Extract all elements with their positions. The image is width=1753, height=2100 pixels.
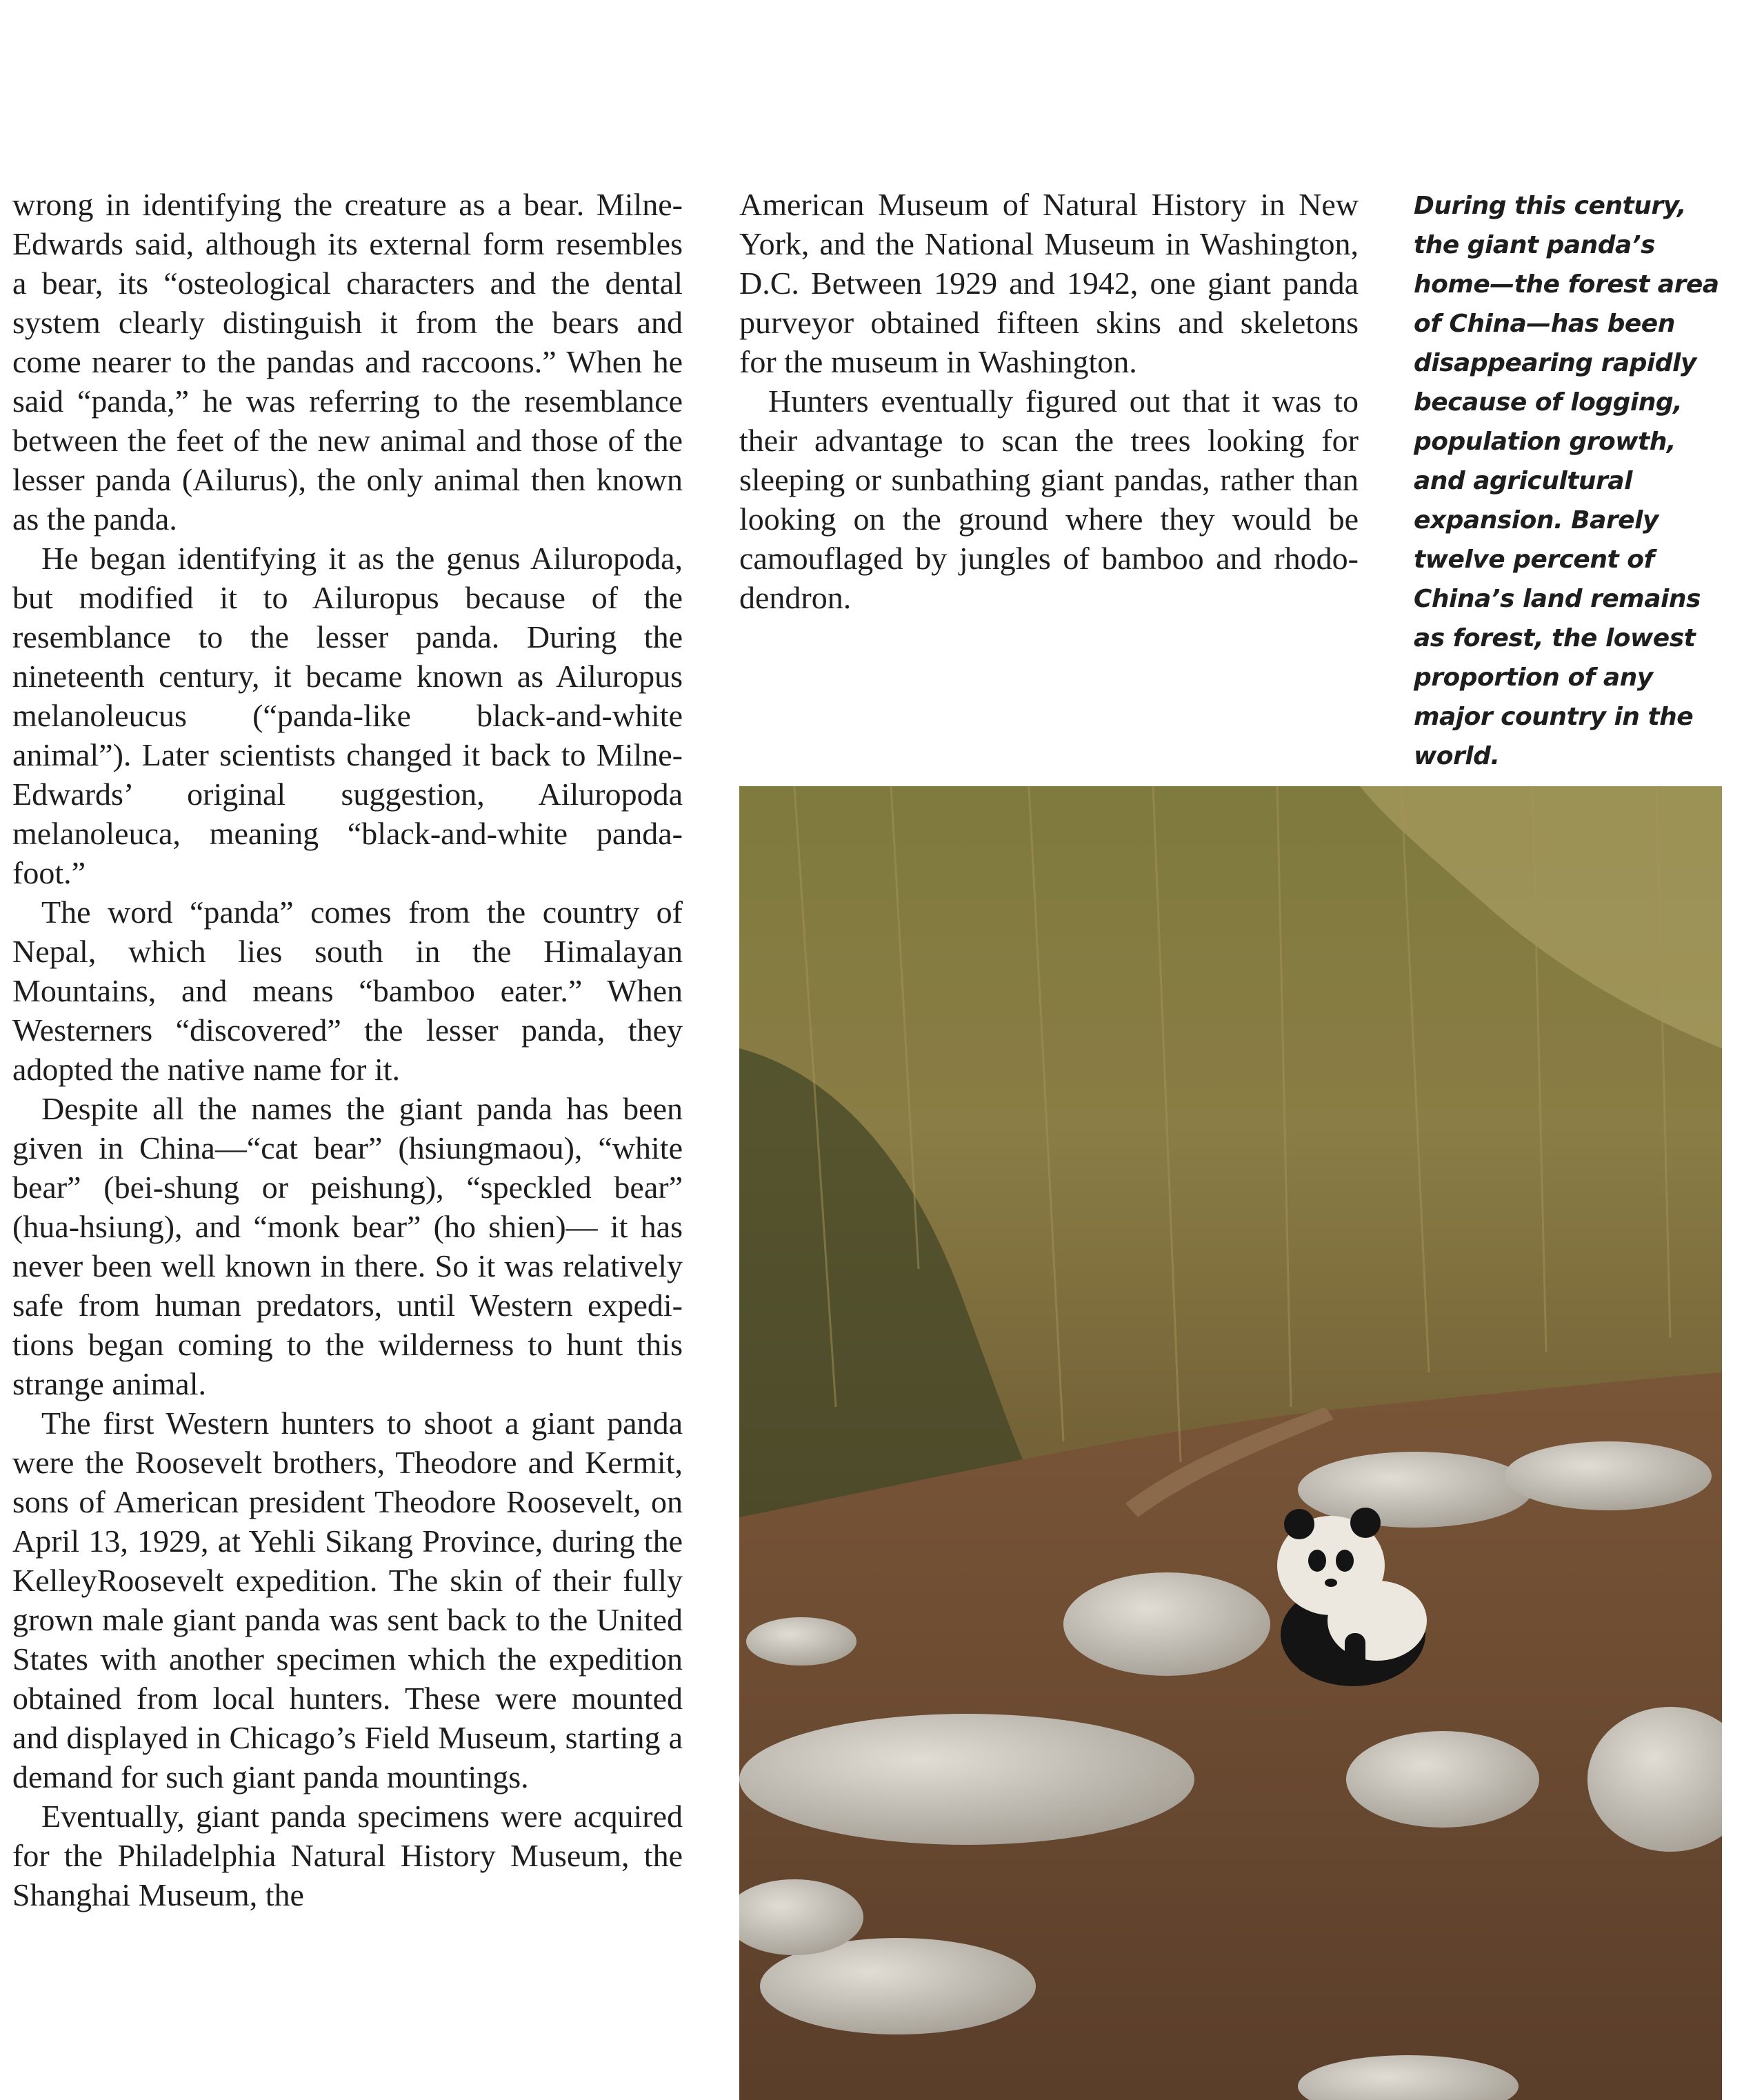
panda-photograph xyxy=(739,786,1722,2100)
paragraph-7: American Museum of Natural History in New York, and the National Museum in Washington, D.C. Between 1929 and 1942, one giant panda purveyor obtained fifteen skins and skeletons for the museum in Washington. xyxy=(739,187,1359,379)
rock xyxy=(1063,1572,1270,1676)
paragraph-3: The word “panda” comes from the country of Nepal, which lies south in the Himalayan Mountains, and means “bamboo eater.” When Westerners “discovered” the lesser panda, they adopted the native name for it. xyxy=(12,894,683,1087)
paragraph-5: The first Western hunters to shoot a giant panda were the Roosevelt brothers, Theodore and Kermit, sons of American president Theodore Roosevelt, on April 13, 1929, at Yehli Sikang Province, during the KelleyRoosevelt expedition. The skin of their fully grown male giant panda was sent back to the United States with another specimen which the expedition obtained from local hunters. These were mounted and displayed in Chicago’s Field Museum, starting a demand for such giant panda mountings. xyxy=(12,1406,683,1794)
photo-caption: During this century, the giant panda’s home—the forest area of China—has been disappearing rapidly because of logging, population growth, and agricultural expansion. Barely twelve percent of China’s land remains as forest, the lowest proportion of any major country in the world. xyxy=(1414,192,1719,770)
middle-text-column xyxy=(739,185,1359,617)
paragraph-8: Hunters eventually figured out that it was to their advantage to scan the trees looking for sleeping or sunbathing giant pandas, rather than looking on the ground where they would be camouflaged by jungles of bamboo and rhododendron. xyxy=(739,383,1359,615)
paragraph-1: wrong in identifying the creature as a bear. Milne-Edwards said, although its external form resembles a bear, its “osteological characters and the dental system clearly distinguish it from the bears and come nearer to the pandas and raccoons.” When he said “panda,” he was referring to the resemblance between the feet of the new animal and those of the lesser panda (Ailurus), the only animal then known as the panda. xyxy=(12,187,683,537)
rock xyxy=(1346,1731,1539,1828)
left-text-column xyxy=(12,185,683,1914)
paragraph-6: Eventually, giant panda specimens were acquired for the Philadelphia Natural History Museum, the Shanghai Museum, the xyxy=(12,1799,683,1912)
rock xyxy=(746,1617,857,1666)
rock xyxy=(739,1714,1194,1845)
paragraph-2: He began identifying it as the genus Ailuropoda, but modified it to Ailuropus because of the resemblance to the lesser panda. During the nineteenth century, it became known as Ailuropus melanoleucus (“panda-like black-and-white animal”). Later scientists changed it back to Milne-Edwards’ original suggestion, Ailuropoda melanoleuca, meaning “black-and-white panda-foot.” xyxy=(12,541,683,890)
rock xyxy=(1505,1441,1712,1510)
paragraph-4: Despite all the names the giant panda has been given in China—“cat bear” (hsiungmaou), “white bear” (bei-shung or peishung), “speckled bear” (hua-hsiung), and “monk bear” (ho shien)— it has never been well known in there. So it was relatively safe from human predators, until Western expeditions began coming to the wilderness to hunt this strange animal. xyxy=(12,1091,683,1401)
